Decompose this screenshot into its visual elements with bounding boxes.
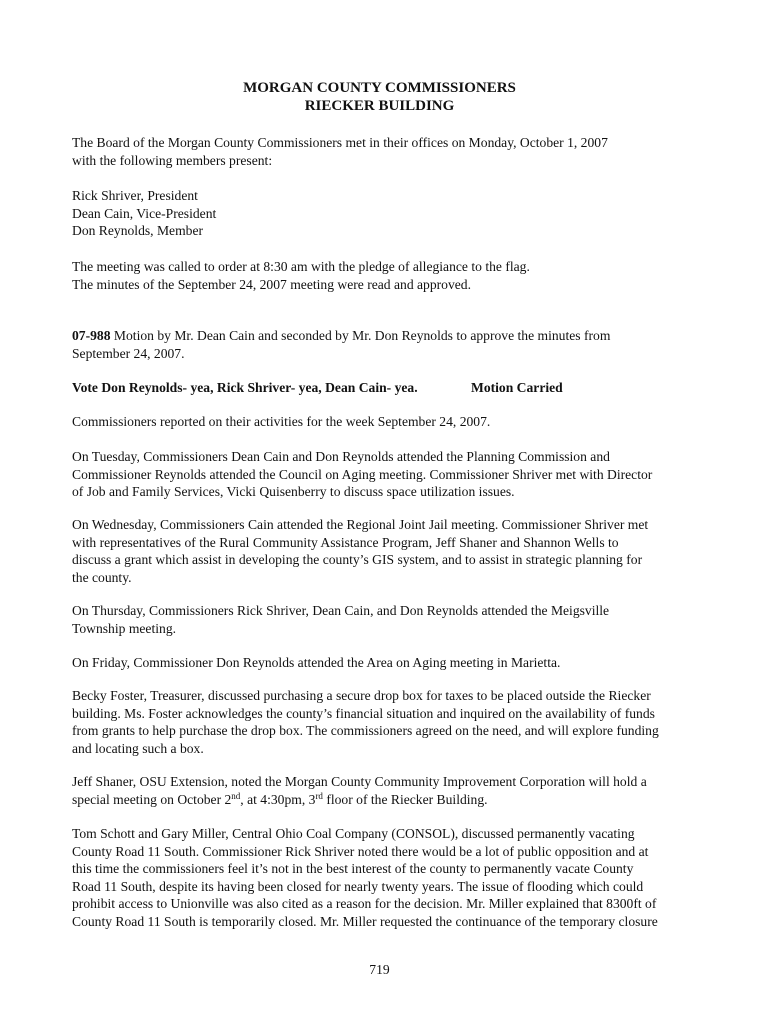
foster-paragraph: Becky Foster, Treasurer, discussed purchasing a secure drop box for taxes to be placed outside the Riecker building. Ms. Foster acknowledges the county’s financial situation and inquired on the availability of funds from grants to help purchase the drop box. The commissioners agreed on the need, and will explore funding and locating such a box. <box>72 688 659 756</box>
wednesday-paragraph: On Wednesday, Commissioners Cain attended the Regional Joint Jail meeting. Commissioner Shriver met with representatives of the Rural Community Assistance Program, Jeff Shaner and Shannon Wells to discuss a grant which assist in developing the county’s GIS system, and to assist in strategic planning for the county. <box>72 517 649 585</box>
page-number: 719 <box>369 962 390 977</box>
motion-paragraph: 07-988 Motion by Mr. Dean Cain and seconded by Mr. Don Reynolds to approve the minutes from September 24, 2007. <box>72 328 611 361</box>
reported-paragraph: Commissioners reported on their activities for the week September 24, 2007. <box>72 414 491 429</box>
document-title: MORGAN COUNTY COMMISSIONERS <box>243 80 516 96</box>
members-list <box>72 187 687 240</box>
opening-paragraph: The meeting was called to order at 8:30 am with the pledge of allegiance to the flag. The minutes of the September 24, 2007 meeting were read and approved. <box>72 259 530 292</box>
shaner-paragraph: Jeff Shaner, OSU Extension, noted the Morgan County Community Improvement Corporation will hold a special meeting on October 2nd, at 4:30pm, 3rd floor of the Riecker Building. <box>72 774 647 807</box>
consol-paragraph: Tom Schott and Gary Miller, Central Ohio Coal Company (CONSOL), discussed permanently vacating County Road 11 South. Commissioner Rick Shriver noted there would be a lot of public opposition and at this time the commissioners feel it’s not in the best interest of the county to permanently vacate County Road 11 South, despite its having been closed for nearly twenty years. The issue of flooding which could prohibit access to Unionville was also cited as a reason for the decision. Mr. Miller explained that 8300ft of County Road 11 South is temporarily closed. Mr. Miller requested the continuance of the temporary closure <box>72 826 658 929</box>
tuesday-paragraph: On Tuesday, Commissioners Dean Cain and Don Reynolds attended the Planning Commission and Commissioner Reynolds attended the Council on Aging meeting. Commissioner Shriver met with Director of Job and Family Services, Vicki Quisenberry to discuss space utilization issues. <box>72 449 653 500</box>
motion-result: Motion Carried <box>471 380 563 395</box>
vote-text: Vote Don Reynolds- yea, Rick Shriver- yea, Dean Cain- yea. <box>72 380 418 395</box>
motion-number: 07-988 <box>72 328 111 343</box>
vote-line <box>72 380 687 396</box>
member-president: Rick Shriver, President <box>72 188 198 203</box>
member-member: Don Reynolds, Member <box>72 223 204 239</box>
member-vice-president: Dean Cain, Vice-President <box>72 205 217 221</box>
friday-paragraph: On Friday, Commissioner Don Reynolds attended the Area on Aging meeting in Marietta. <box>72 655 561 670</box>
thursday-paragraph: On Thursday, Commissioners Rick Shriver, Dean Cain, and Don Reynolds attended the Meigsville Township meeting. <box>72 603 610 636</box>
document-subtitle: RIECKER BUILDING <box>304 98 455 114</box>
intro-paragraph: The Board of the Morgan County Commissioners met in their offices on Monday, October 1, 2007 with the following members present: <box>72 135 608 168</box>
